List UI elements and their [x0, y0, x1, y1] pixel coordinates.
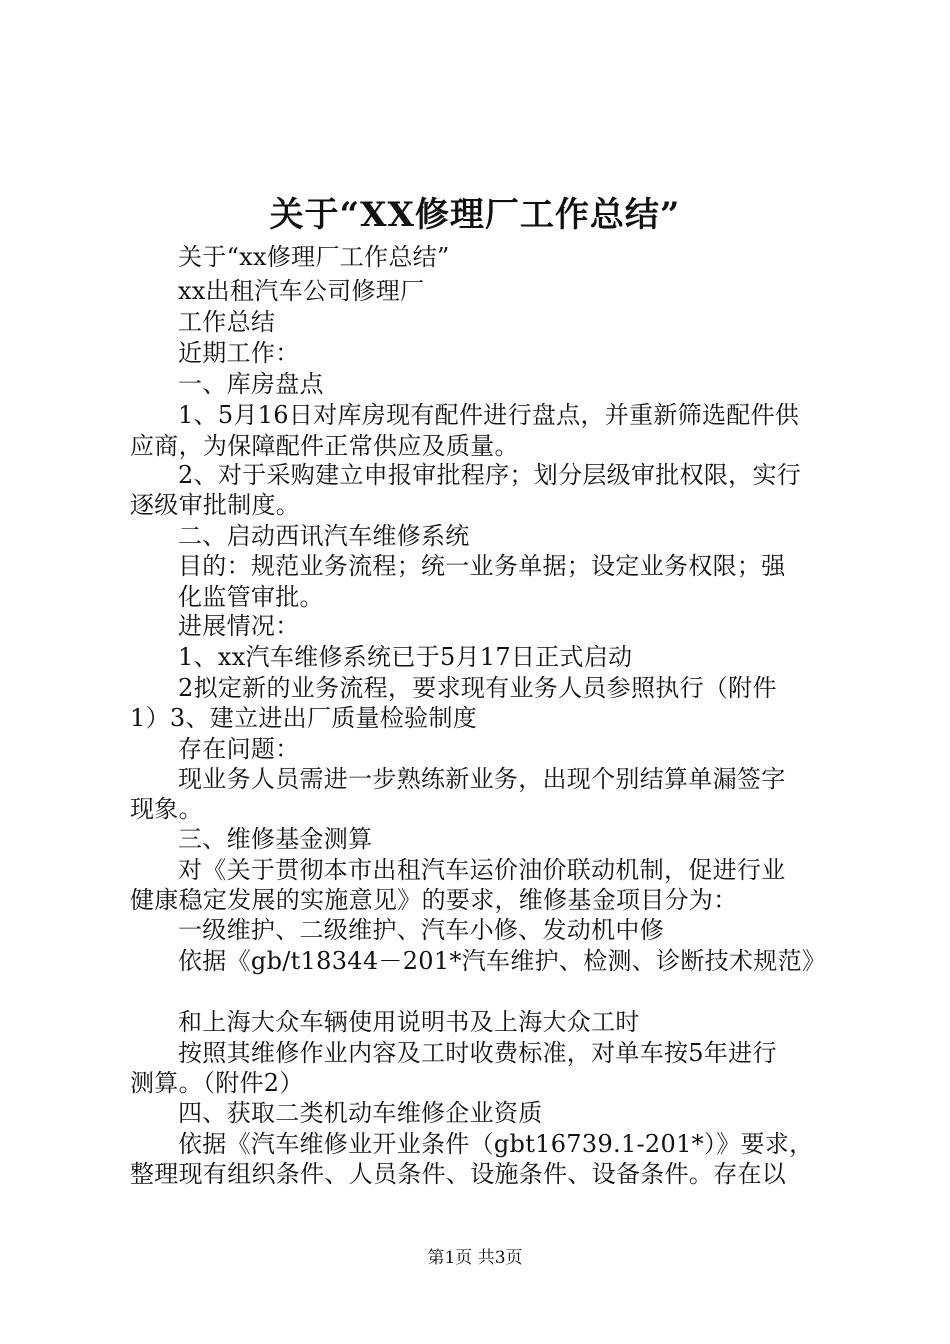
paragraph-line: 一、库房盘点	[178, 370, 324, 398]
paragraph-line: 现象。	[130, 795, 203, 823]
paragraph-line: 1）3、建立进出厂质量检验制度	[130, 704, 478, 732]
paragraph-line: 逐级审批制度。	[130, 491, 301, 519]
paragraph-line: 健康稳定发展的实施意见》的要求，维修基金项目分为：	[130, 886, 738, 914]
paragraph-line: 应商，为保障配件正常供应及质量。	[130, 432, 519, 460]
paragraph-line: 2、对于采购建立申报审批程序；划分层级审批权限，实行	[178, 461, 802, 489]
paragraph-line: 2拟定新的业务流程，要求现有业务人员参照执行（附件	[178, 674, 777, 702]
document-title: 关于“XX修理厂工作总结”	[269, 195, 681, 235]
paragraph-line: 和上海大众车辆使用说明书及上海大众工时	[178, 1008, 640, 1036]
page-footer: 第1页 共3页	[427, 1248, 523, 1268]
paragraph-line: 依据《gb/t18344－201*汽车维护、检测、诊断技术规范》	[178, 947, 827, 975]
paragraph-line: xx出租汽车公司修理厂	[178, 277, 425, 305]
paragraph-line: 对《关于贯彻本市出租汽车运价油价联动机制，促进行业	[178, 856, 786, 884]
paragraph-line: 1、xx汽车维修系统已于5月17日正式启动	[178, 643, 633, 671]
paragraph-line: 四、获取二类机动车维修企业资质	[178, 1099, 543, 1127]
paragraph-line: 现业务人员需进一步熟练新业务，出现个别结算单漏签字	[178, 765, 786, 793]
paragraph-line: 整理现有组织条件、人员条件、设施条件、设备条件。存在以	[130, 1160, 787, 1188]
paragraph-line: 依据《汽车维修业开业条件（gbt16739.1-201*）》要求，	[178, 1130, 814, 1158]
paragraph-line: 目的：规范业务流程；统一业务单据；设定业务权限；强	[178, 552, 786, 580]
paragraph-line: 工作总结	[178, 308, 276, 336]
paragraph-line: 1、5月16日对库房现有配件进行盘点，并重新筛选配件供	[178, 401, 800, 429]
paragraph-line: 一级维护、二级维护、汽车小修、发动机中修	[178, 916, 664, 944]
paragraph-line: 关于“xx修理厂工作总结”	[178, 243, 450, 271]
paragraph-line: 化监管审批。	[178, 583, 324, 611]
paragraph-line: 近期工作：	[178, 339, 300, 367]
paragraph-line: 存在问题：	[178, 735, 300, 763]
paragraph-line: 测算。（附件2）	[130, 1069, 304, 1097]
paragraph-line: 进展情况：	[178, 612, 300, 640]
paragraph-line: 三、维修基金测算	[178, 825, 373, 853]
paragraph-line: 二、启动西讯汽车维修系统	[178, 522, 470, 550]
paragraph-line: 按照其维修作业内容及工时收费标准，对单车按5年进行	[178, 1039, 777, 1067]
